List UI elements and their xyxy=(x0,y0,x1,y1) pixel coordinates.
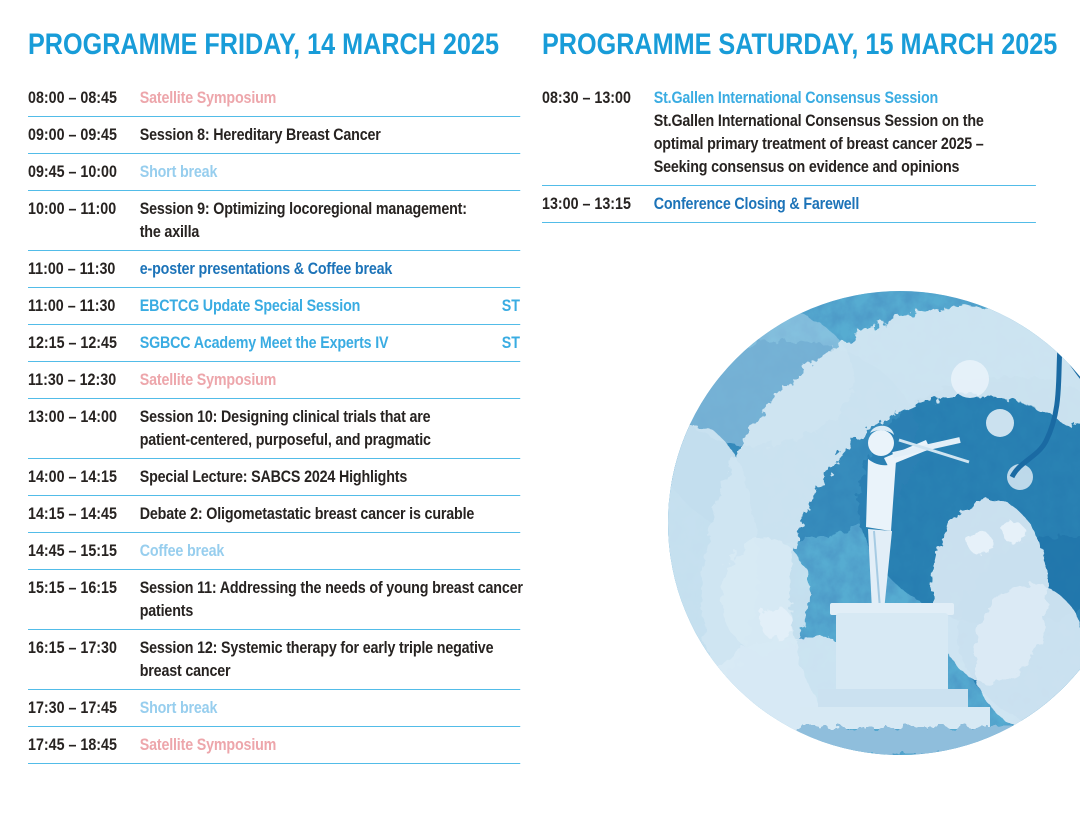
row-title: the axilla xyxy=(139,222,200,241)
row-body xyxy=(140,539,520,562)
row-time: 09:00 – 09:45 xyxy=(28,125,117,144)
schedule-row xyxy=(28,690,520,727)
row-title: Session 9: Optimizing locoregional management: xyxy=(139,199,467,218)
schedule-row xyxy=(28,496,520,533)
row-title: Special Lecture: SABCS 2024 Highlights xyxy=(139,467,408,486)
schedule-row xyxy=(28,630,520,690)
row-description: St.Gallen International Consensus Session on the xyxy=(653,111,984,130)
row-title: Satellite Symposium xyxy=(139,88,277,107)
row-title: Session 8: Hereditary Breast Cancer xyxy=(139,125,381,144)
schedule-row xyxy=(28,399,520,459)
row-title: Satellite Symposium xyxy=(139,370,277,389)
row-body xyxy=(140,197,520,243)
row-body xyxy=(140,294,495,317)
row-time: 14:45 – 15:15 xyxy=(28,541,117,560)
row-body xyxy=(140,86,520,109)
saturday-schedule xyxy=(542,80,1036,223)
row-time: 15:15 – 16:15 xyxy=(28,578,117,597)
row-time: 13:00 – 14:00 xyxy=(28,407,117,426)
schedule-row xyxy=(542,80,1036,186)
row-body xyxy=(140,465,520,488)
row-title: St.Gallen International Consensus Session xyxy=(653,88,939,107)
row-title: patient-centered, purposeful, and pragmatic xyxy=(139,430,431,449)
row-body xyxy=(140,368,520,391)
friday-schedule xyxy=(28,80,523,764)
friday-title: PROGRAMME FRIDAY, 14 MARCH 2025 xyxy=(28,28,499,61)
row-title: e-poster presentations & Coffee break xyxy=(139,259,393,278)
row-description: optimal primary treatment of breast cancer 2025 – xyxy=(653,134,984,153)
row-body xyxy=(654,192,1036,215)
row-title: Satellite Symposium xyxy=(139,735,277,754)
row-time: 17:45 – 18:45 xyxy=(28,735,117,754)
row-title: Session 12: Systemic therapy for early triple negative xyxy=(139,638,494,657)
row-body xyxy=(140,405,520,451)
row-title: SGBCC Academy Meet the Experts IV xyxy=(139,333,389,352)
row-title: Session 10: Designing clinical trials that are xyxy=(139,407,431,426)
row-body xyxy=(140,636,520,682)
row-body xyxy=(140,331,495,354)
row-body xyxy=(140,502,520,525)
row-time: 08:30 – 13:00 xyxy=(542,88,631,107)
row-session-tag: ST xyxy=(501,296,521,315)
programme-friday xyxy=(28,28,523,764)
schedule-row xyxy=(28,191,520,251)
row-time: 17:30 – 17:45 xyxy=(28,698,117,717)
row-title: Conference Closing & Farewell xyxy=(653,194,860,213)
row-time: 11:00 – 11:30 xyxy=(28,296,116,315)
row-session-tag: ST xyxy=(501,333,521,352)
schedule-row xyxy=(28,459,520,496)
schedule-row xyxy=(28,325,520,362)
row-time: 16:15 – 17:30 xyxy=(28,638,117,657)
row-time: 09:45 – 10:00 xyxy=(28,162,117,181)
schedule-row xyxy=(28,251,520,288)
row-time: 10:00 – 11:00 xyxy=(28,199,117,218)
saturday-title: PROGRAMME SATURDAY, 15 MARCH 2025 xyxy=(542,28,1058,61)
schedule-row xyxy=(28,362,520,399)
row-title: patients xyxy=(139,601,194,620)
row-description: Seeking consensus on evidence and opinions xyxy=(653,157,960,176)
row-body xyxy=(139,576,523,622)
row-time: 14:00 – 14:15 xyxy=(28,467,117,486)
schedule-row xyxy=(28,533,520,570)
row-body xyxy=(140,123,520,146)
schedule-row xyxy=(28,117,520,154)
row-title: EBCTCG Update Special Session xyxy=(139,296,361,315)
statue-photo xyxy=(668,291,1080,755)
schedule-row xyxy=(28,727,520,764)
row-time: 11:30 – 12:30 xyxy=(28,370,117,389)
row-title: Debate 2: Oligometastatic breast cancer is curable xyxy=(139,504,475,523)
row-body xyxy=(140,733,520,756)
schedule-row xyxy=(542,186,1036,223)
row-time: 11:00 – 11:30 xyxy=(28,259,116,278)
row-time: 14:15 – 14:45 xyxy=(28,504,117,523)
programme-saturday xyxy=(542,28,1058,223)
row-body xyxy=(140,696,520,719)
row-title: Session 11: Addressing the needs of young breast cancer xyxy=(139,578,523,597)
schedule-row xyxy=(28,288,520,325)
row-title: breast cancer xyxy=(139,661,231,680)
row-body xyxy=(140,160,520,183)
row-title: Short break xyxy=(139,162,218,181)
schedule-row xyxy=(28,80,520,117)
row-time: 08:00 – 08:45 xyxy=(28,88,117,107)
statue-photo-illustration xyxy=(668,291,1080,755)
row-body xyxy=(654,86,1036,178)
schedule-row xyxy=(28,570,523,630)
row-body xyxy=(140,257,520,280)
row-time: 13:00 – 13:15 xyxy=(542,194,631,213)
row-title: Coffee break xyxy=(139,541,225,560)
row-title: Short break xyxy=(139,698,218,717)
row-time: 12:15 – 12:45 xyxy=(28,333,117,352)
schedule-row xyxy=(28,154,520,191)
